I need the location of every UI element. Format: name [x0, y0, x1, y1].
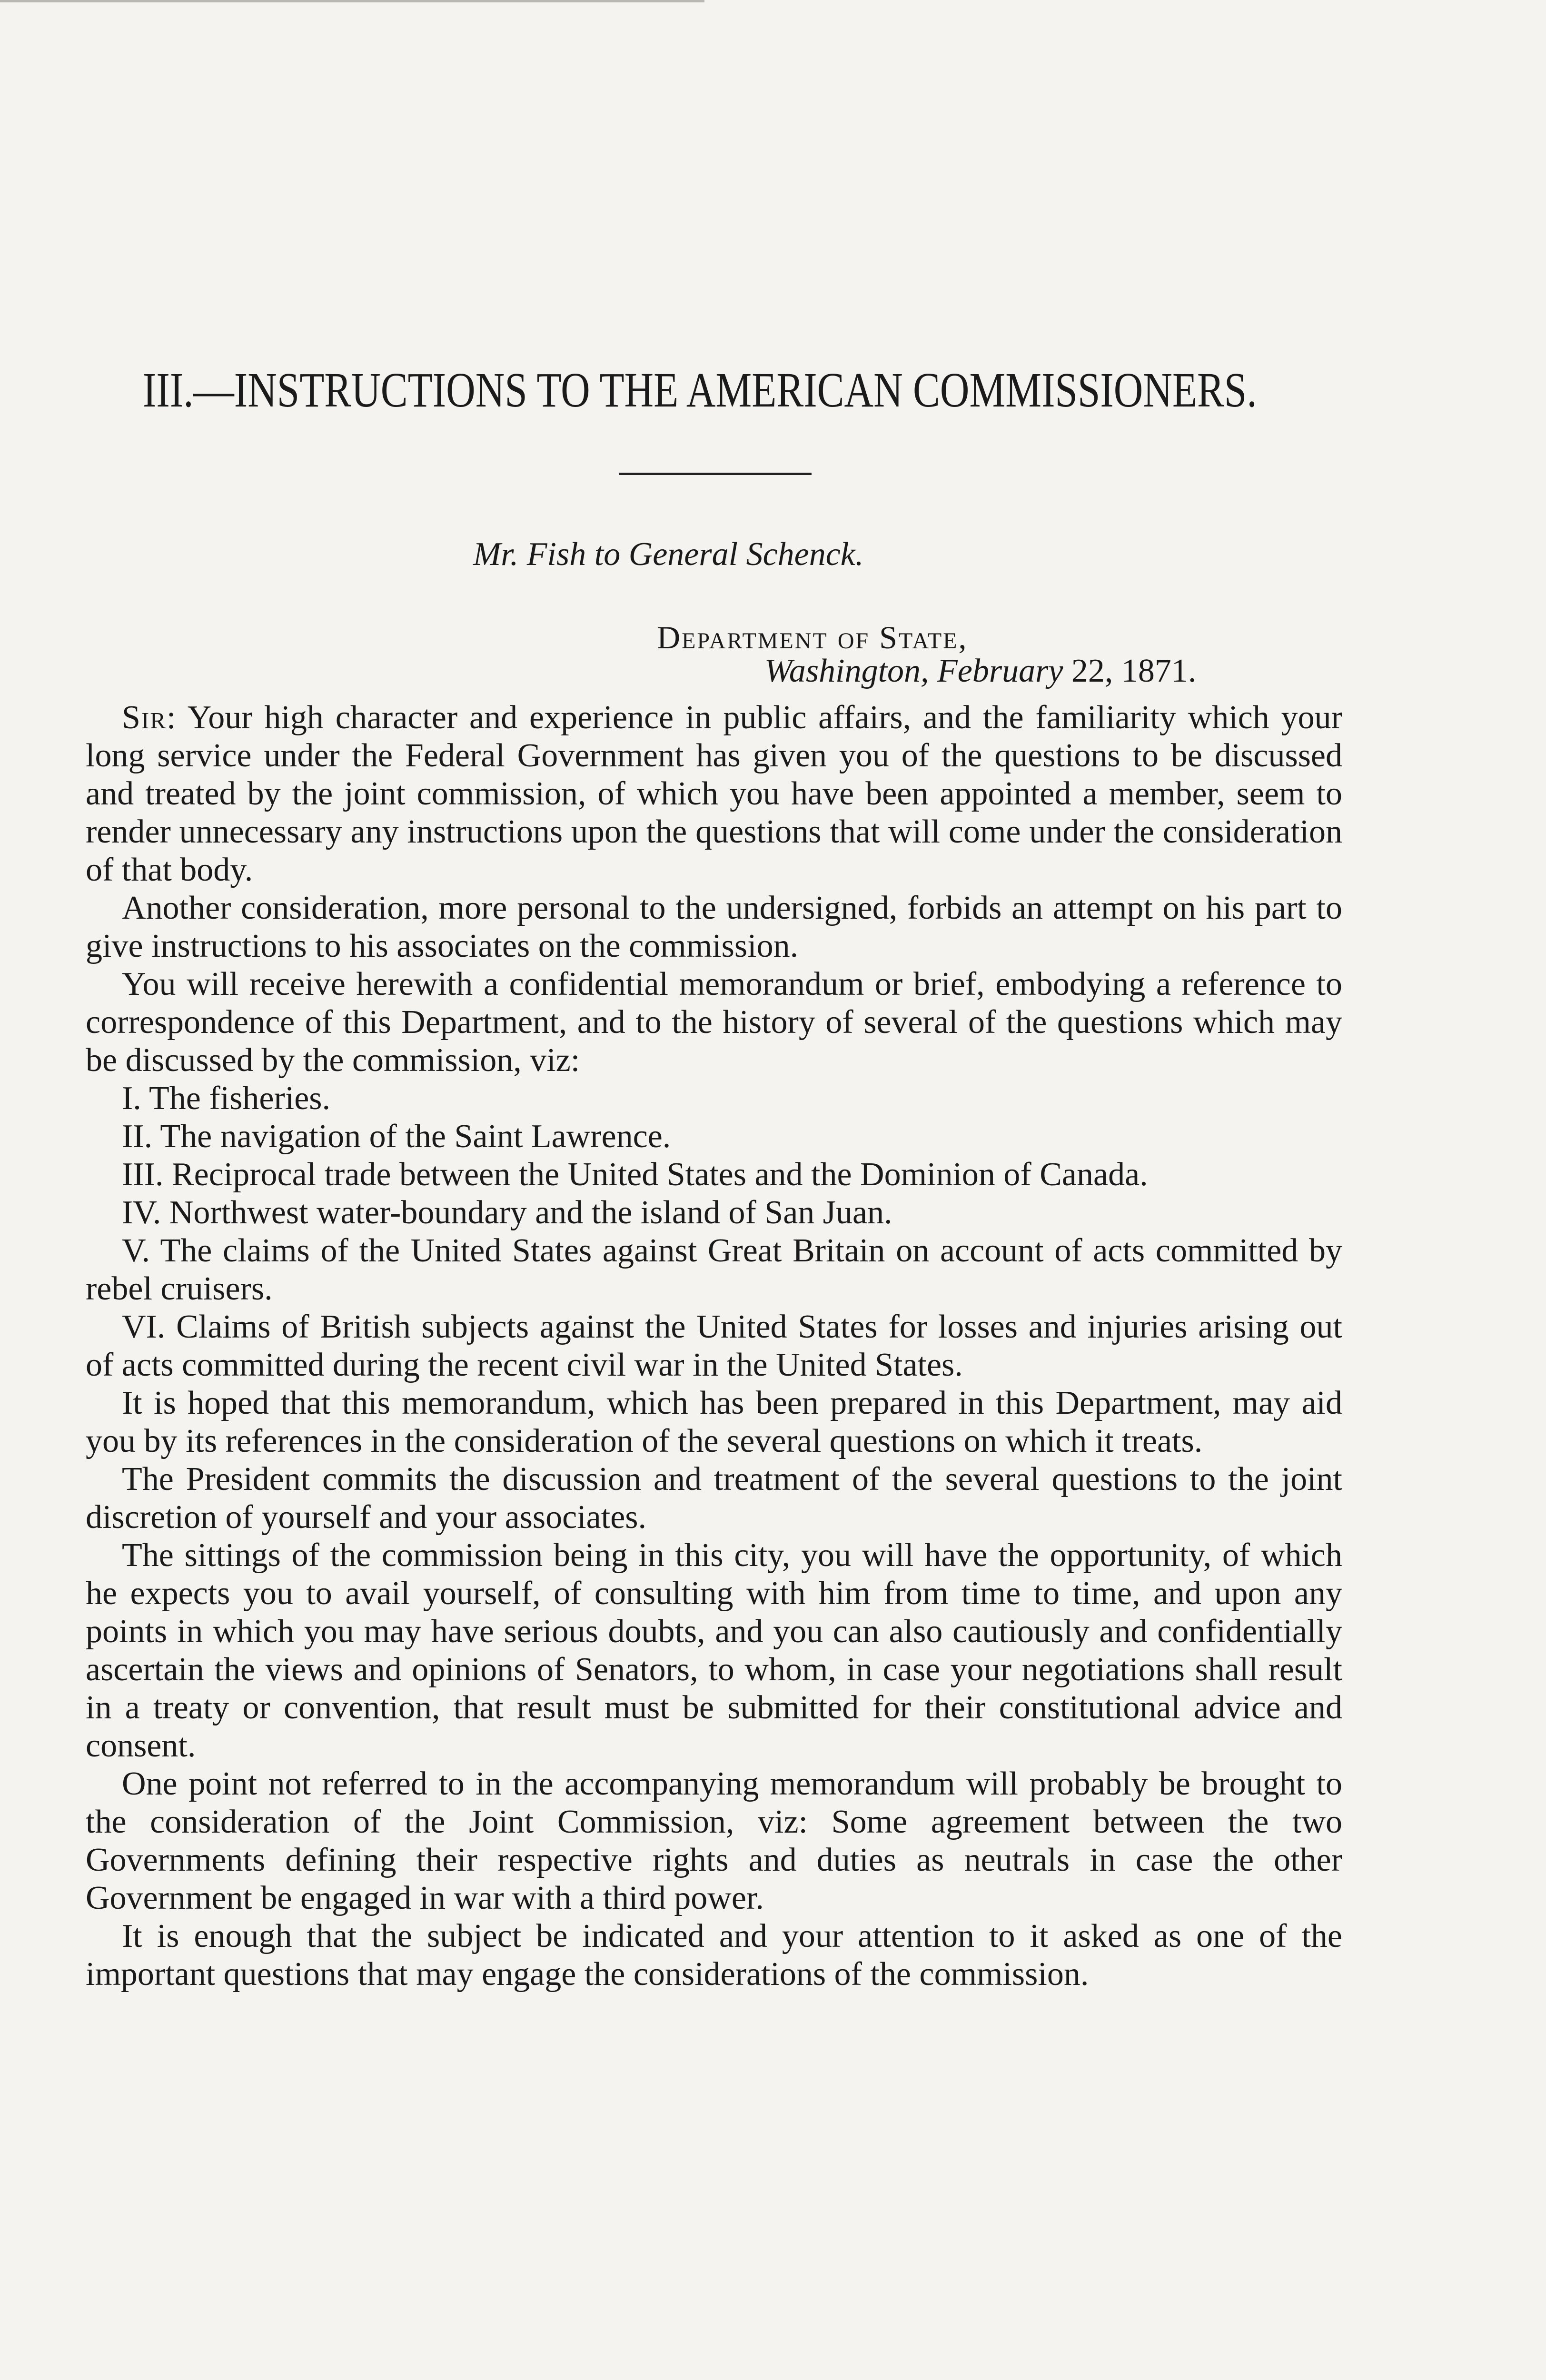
paragraph — [86, 699, 1342, 889]
department-line: Department of State, — [657, 619, 968, 655]
paragraph: The President commits the discussion and treatment of the several questions to the joint discretion of yourself and your associates. — [86, 1461, 1342, 1536]
question-item: II. The navigation of the Saint Lawrence. — [122, 1118, 671, 1155]
section-title: III.—INSTRUCTIONS TO THE AMERICAN COMMISSIONERS. — [143, 363, 1257, 417]
letter-heading: Mr. Fish to General Schenck. — [473, 536, 864, 573]
paragraph: Another consideration, more personal to the undersigned, forbids an attempt on his part to give instructions to his associates on the commission. — [86, 890, 1342, 964]
question-item: III. Reciprocal trade between the United States and the Dominion of Canada. — [122, 1156, 1148, 1193]
paragraph: One point not referred to in the accompanying memorandum will probably be brought to the consideration of the Joint Commission, viz: Some agreement between the two Governments defining their respective rights and duties as neutrals in case the other Government be engaged in war with a third power. — [86, 1765, 1342, 1916]
question-item: I. The fisheries. — [122, 1080, 331, 1117]
salutation: Sir: — [122, 699, 177, 736]
paragraph: It is hoped that this memorandum, which has been prepared in this Department, may aid you by its references in the consideration of the several questions on which it treats. — [86, 1385, 1342, 1459]
question-item: VI. Claims of British subjects against the United States for losses and injuries arising out of acts committed during the recent civil war in the United States. — [86, 1309, 1342, 1383]
place-date-line — [764, 652, 1196, 690]
paragraph: The sittings of the commission being in this city, you will have the opportunity, of which he expects you to avail yourself, of consulting with him from time to time, and upon any points in which you may have serious doubts, and you can also cautiously and confidentially ascertain the views and opinions of Senators, to whom, in case your negotiations shall result in a treaty or convention, that result must be submitted for their constitutional advice and consent. — [86, 1537, 1342, 1764]
top-edge-rule — [0, 0, 704, 2]
paragraph: It is enough that the subject be indicated and your attention to it asked as one of the important questions that may engage the considerations of the commission. — [86, 1918, 1342, 1993]
question-item: V. The claims of the United States against Great Britain on account of acts committed by rebel cruisers. — [86, 1232, 1342, 1307]
date-text: 22, 1871. — [1071, 653, 1197, 689]
paragraph-text: Your high character and experience in public affairs, and the familiarity which your long service under the Federal Government has given you of the questions to be discussed and treated by the joint commission, of which you have been appointed a member, seem to render unnecessary any instructions upon the questions that will come under the consideration of that body. — [86, 699, 1342, 888]
title-divider — [619, 473, 812, 475]
letter-body — [86, 699, 1342, 1993]
place-text: Washington, February — [764, 653, 1063, 689]
question-item: IV. Northwest water-boundary and the island of San Juan. — [122, 1194, 892, 1231]
paragraph: You will receive herewith a confidential memorandum or brief, embodying a reference to correspondence of this Department, and to the history of several of the questions which may be discussed by the commission, viz: — [86, 966, 1342, 1079]
